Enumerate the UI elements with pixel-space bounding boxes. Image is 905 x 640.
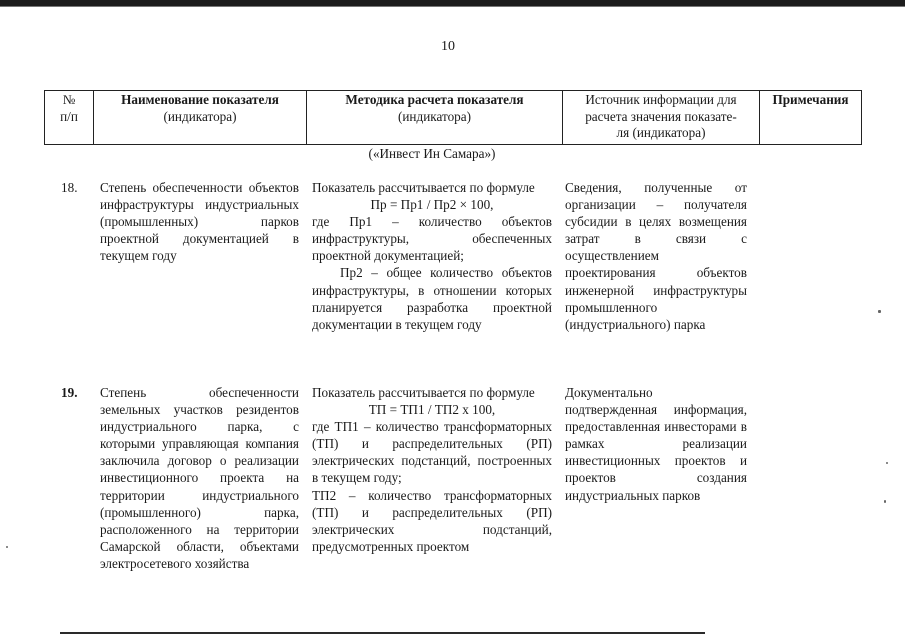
scan-speck (878, 310, 881, 313)
row-19-number: 19. (61, 385, 78, 400)
header-method-title: Методика расчета показателя (345, 92, 524, 107)
scan-speck (884, 500, 886, 503)
row-18-method-intro: Показатель рассчитывается по формуле (312, 180, 535, 195)
continuation-text: («Инвест Ин Самара») (368, 146, 496, 161)
scan-top-border-shadow (0, 6, 905, 7)
row-19-source: Документально подтвержденная информация, предоставленная инвесторами в рамках реализации инвестиционных проектов и проектов создания индустриальных парков (565, 385, 747, 503)
scan-speck (6, 546, 8, 548)
row-18-name: Степень обеспеченности объектов инфраструктуры индустриальных (промышленных) парков проектной документацией в текущем году (100, 180, 299, 264)
row-19-name: Степень обеспеченности земельных участков резидентов индустриального парка, с которыми управляющая компания заключила договор о реализации инвестиционного проекта на территории индустриального (промышленного) парка, расположенного на территории Самарской области, объектами электросетевого хозяйства (100, 385, 299, 571)
row-19-method-intro: Показатель рассчитывается по формуле (312, 385, 535, 400)
row-18-method-body2: Пр2 – общее количество объектов инфраструктуры, в отношении которых планируется разработка проектной документации в текущем году (312, 265, 552, 332)
row-18-number: 18. (61, 180, 78, 195)
header-notes-cell (760, 91, 862, 145)
header-name-title: Наименование показателя (121, 92, 279, 107)
page-number: 10 (441, 39, 455, 54)
row-18-method (312, 179, 552, 333)
row-19-formula: ТП = ТП1 / ТП2 х 100, (368, 402, 496, 418)
header-number-abbr: п/п (60, 108, 78, 124)
header-method-sub: (индикатора) (397, 108, 471, 124)
row-19-method-body2: ТП2 – количество трансформаторных (ТП) и распределительных (РП) электрических подстанций, предусмотренных проектом (312, 487, 552, 554)
table-header (44, 90, 862, 145)
header-source-line3: ля (индикатора) (616, 125, 706, 140)
row-18-method-body1: где Пр1 – количество объектов инфраструктуры, обеспеченных проектной документацией; (312, 214, 552, 264)
header-name-cell (94, 91, 307, 145)
row-19-method (312, 384, 552, 555)
row-19-method-body1: где ТП1 – количество трансформаторных (ТП) и распределительных (РП) электрических подстанций, построенных в текущем году; (312, 419, 552, 486)
header-source-line2: расчета значения показате- (585, 108, 737, 124)
row-18-source: Сведения, полученные от организации – получателя субсидии в целях возмещения затрат в связи с осуществлением проектирования объектов инженерной инфраструктуры промышленного (индустриального) парка (565, 180, 747, 332)
scan-speck (886, 462, 888, 464)
row-18-formula: Пр = Пр1 / Пр2 × 100, (370, 197, 494, 213)
header-source-line1: Источник информации для (585, 92, 737, 107)
header-number-cell (45, 91, 94, 145)
header-notes-title: Примечания (772, 92, 849, 107)
header-source-cell (563, 91, 760, 145)
header-number-symbol: № (62, 92, 76, 107)
header-name-sub: (индикатора) (163, 108, 237, 124)
header-method-cell (307, 91, 563, 145)
scan-bottom-line (60, 632, 705, 634)
